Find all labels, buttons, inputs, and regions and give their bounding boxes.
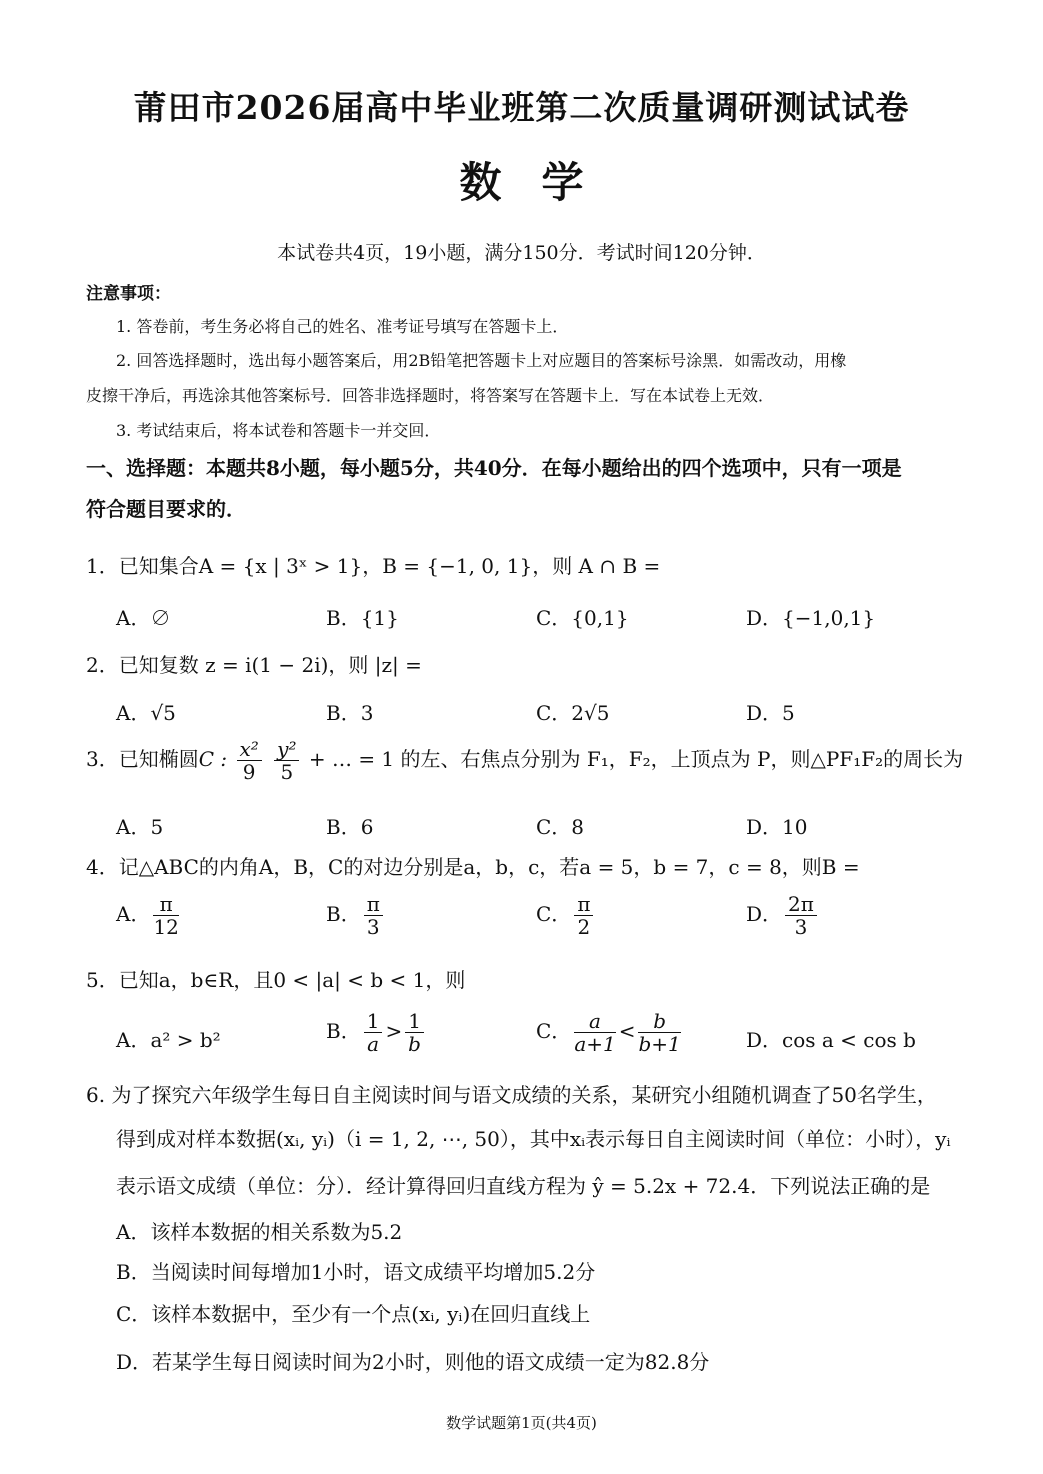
q5-c-d1: a+1 bbox=[574, 1032, 616, 1056]
q3-option-c: C．8 bbox=[536, 815, 585, 839]
q4-b-label: B． bbox=[326, 902, 361, 926]
q1-option-a: A．∅ bbox=[116, 606, 171, 630]
question-2-stem: 2．已知复数 z = i(1 − 2i)，则 |z| = bbox=[86, 653, 422, 677]
q4-d-fraction bbox=[785, 893, 817, 938]
q4-d-label: D． bbox=[746, 902, 783, 926]
q4-d-den: 3 bbox=[794, 915, 808, 939]
q5-c-frac2 bbox=[638, 1010, 680, 1055]
exam-info: 本试卷共4页，19小题，满分150分．考试时间120分钟． bbox=[277, 242, 766, 264]
q4-a-den: 12 bbox=[153, 915, 179, 939]
q3-x-den: 9 bbox=[242, 760, 256, 784]
note-item: 1. 答卷前，考生务必将自己的姓名、准考证号填写在答题卡上． bbox=[116, 317, 569, 336]
page-footer: 数学试题第1页(共4页) bbox=[446, 1414, 597, 1432]
note-item: 2. 回答选择题时，选出每小题答案后，用2B铅笔把答题卡上对应题目的答案标号涂黑．如需改动，用橡 bbox=[116, 351, 847, 370]
q4-a-label: A． bbox=[116, 902, 151, 926]
q2-option-c: C．2√5 bbox=[536, 701, 610, 725]
q6-option-c: C．该样本数据中，至少有一个点(xᵢ, yᵢ)在回归直线上 bbox=[116, 1302, 591, 1326]
q3-x-fraction bbox=[237, 738, 262, 783]
question-5-stem: 5．已知a，b∈R，且0 < |a| < b < 1，则 bbox=[86, 968, 466, 992]
q4-c-num: π bbox=[574, 893, 593, 916]
q4-option-d bbox=[746, 893, 820, 938]
question-6-line: 6. 为了探究六年级学生每日自主阅读时间与语文成绩的关系，某研究小组随机调查了50名学生， bbox=[86, 1083, 937, 1107]
question-4-stem: 4．记△ABC的内角A，B，C的对边分别是a，b，c，若a = 5，b = 7，c = 8，则B = bbox=[86, 855, 860, 879]
q5-option-d: D．cos a < cos b bbox=[746, 1028, 916, 1052]
q1-option-b: B．{1} bbox=[326, 606, 399, 630]
q3-y-num: y² bbox=[274, 738, 299, 761]
section-heading: 符合题目要求的． bbox=[86, 497, 246, 521]
q6-option-d: D．若某学生每日阅读时间为2小时，则他的语文成绩一定为82.8分 bbox=[116, 1350, 710, 1374]
q5-c-frac1 bbox=[574, 1010, 615, 1055]
q5-option-c bbox=[536, 1010, 684, 1055]
q5-c-n2: b bbox=[638, 1010, 680, 1033]
note-item: 皮擦干净后，再选涂其他答案标号．回答非选择题时，将答案写在答题卡上．写在本试卷上无效． bbox=[86, 386, 775, 405]
question-6-line: 得到成对样本数据(xᵢ, yᵢ)（i = 1, 2, ⋯, 50），其中xᵢ表示每日自主阅读时间（单位：小时），yᵢ bbox=[116, 1127, 951, 1151]
q5-b-frac1 bbox=[364, 1010, 383, 1055]
q3-suffix: + … = 1 的左、右焦点分别为 F₁，F₂，上顶点为 P，则△PF₁F₂的周长为 bbox=[308, 747, 964, 771]
q6-option-a: A．该样本数据的相关系数为5.2 bbox=[116, 1220, 403, 1244]
notes-heading: 注意事项： bbox=[86, 284, 171, 304]
q4-c-label: C． bbox=[536, 902, 572, 926]
q5-b-frac2 bbox=[405, 1010, 424, 1055]
q4-c-fraction bbox=[574, 893, 593, 938]
q4-c-den: 2 bbox=[577, 915, 591, 939]
q3-y-fraction bbox=[274, 738, 299, 783]
q4-d-num: 2π bbox=[785, 893, 817, 916]
q6-option-b: B．当阅读时间每增加1小时，语文成绩平均增加5.2分 bbox=[116, 1260, 596, 1284]
q5-option-a: A．a² > b² bbox=[116, 1028, 221, 1052]
section-heading: 一、选择题：本题共8小题，每小题5分，共40分．在每小题给出的四个选项中，只有一项是 bbox=[86, 456, 902, 480]
q2-option-a: A．√5 bbox=[116, 701, 176, 725]
q5-b-op: > bbox=[385, 1019, 403, 1043]
q5-c-n1: a bbox=[574, 1010, 615, 1033]
q4-a-fraction bbox=[153, 893, 178, 938]
q4-option-c bbox=[536, 893, 596, 938]
q5-b-n1: 1 bbox=[364, 1010, 383, 1033]
q2-option-d: D．5 bbox=[746, 701, 795, 725]
q5-option-b bbox=[326, 1010, 427, 1055]
q3-option-a: A．5 bbox=[116, 815, 164, 839]
exam-title: 莆田市2026届高中毕业班第二次质量调研测试试卷 bbox=[133, 88, 910, 127]
subject-title: 数学 bbox=[459, 158, 624, 207]
question-3-stem bbox=[86, 738, 963, 783]
q3-curve: C : bbox=[198, 747, 228, 771]
q4-b-fraction bbox=[364, 893, 383, 938]
q3-prefix: 3．已知椭圆 bbox=[86, 747, 199, 771]
question-6-line: 表示语文成绩（单位：分）．经计算得回归直线方程为 ŷ = 5.2x + 72.4．下列说法正确的是 bbox=[116, 1174, 931, 1198]
q4-option-a bbox=[116, 893, 182, 938]
q1-option-c: C．{0,1} bbox=[536, 606, 629, 630]
q5-c-label: C． bbox=[536, 1019, 572, 1043]
q4-b-num: π bbox=[364, 893, 383, 916]
q5-c-d2: b+1 bbox=[638, 1032, 681, 1056]
q3-x-num: x² bbox=[237, 738, 262, 761]
q4-a-num: π bbox=[153, 893, 178, 916]
q5-b-d2: b bbox=[408, 1032, 421, 1056]
q4-option-b bbox=[326, 893, 386, 938]
note-item: 3. 考试结束后，将本试卷和答题卡一并交回． bbox=[116, 421, 441, 440]
q5-c-op: < bbox=[618, 1019, 636, 1043]
q3-option-b: B．6 bbox=[326, 815, 374, 839]
q5-b-label: B． bbox=[326, 1019, 361, 1043]
q3-y-den: 5 bbox=[280, 760, 294, 784]
q1-option-d: D．{−1,0,1} bbox=[746, 606, 876, 630]
q2-option-b: B．3 bbox=[326, 701, 374, 725]
q3-option-d: D．10 bbox=[746, 815, 808, 839]
q5-b-d1: a bbox=[367, 1032, 380, 1056]
q4-b-den: 3 bbox=[366, 915, 380, 939]
q5-b-n2: 1 bbox=[405, 1010, 424, 1033]
question-1-stem: 1．已知集合A = {x | 3ˣ > 1}，B = {−1, 0, 1}，则 A ∩ B = bbox=[86, 554, 661, 578]
